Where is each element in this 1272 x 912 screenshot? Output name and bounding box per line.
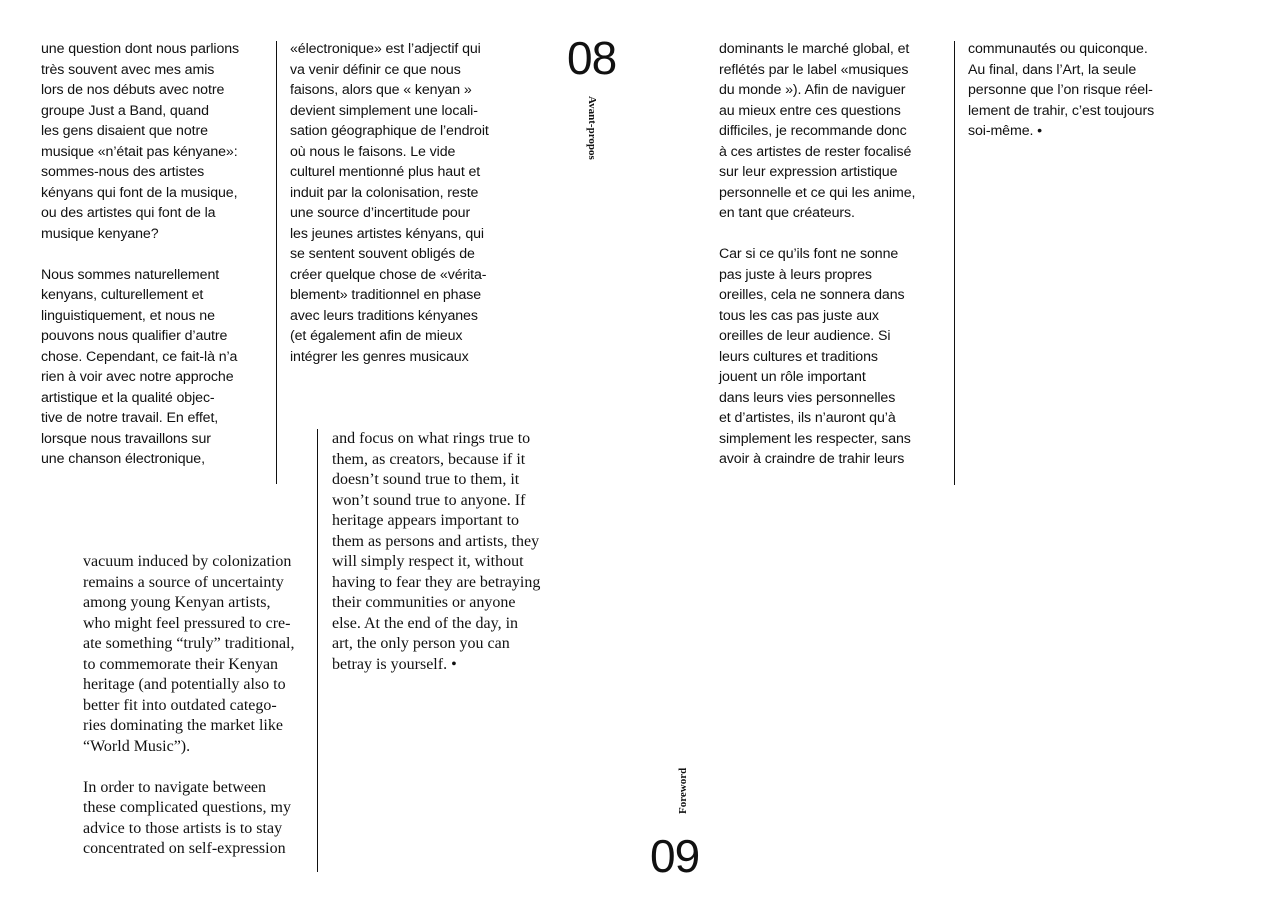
text-line: induit par la colonisation, reste <box>290 184 479 201</box>
text-line: tive de notre travail. En effet, <box>41 410 219 426</box>
text-line: their communities or anyone <box>332 594 516 611</box>
text-line: créer quelque chose de «vérita- <box>290 266 487 283</box>
text-line: art, the only person you can <box>332 635 510 652</box>
text-line: tous les cas pas juste aux <box>719 307 879 324</box>
text-line: will simply respect it, without <box>332 553 524 570</box>
text-line: heritage appears important to <box>332 512 520 529</box>
text-line: them, as creators, because if it <box>332 450 526 468</box>
text-line: une source d’incertitude pour <box>290 205 471 221</box>
en-column-divider <box>317 429 318 872</box>
text-line: faisons, alors que « kenyan » <box>290 82 472 98</box>
text-line: ou des artistes qui font de la <box>41 205 216 221</box>
text-line: avec leurs traditions kényanes <box>290 307 478 324</box>
text-line: en tant que créateurs. <box>719 205 855 221</box>
paragraph <box>719 244 947 470</box>
text-line: du monde »). Afin de naviguer <box>719 82 906 98</box>
text-line: chose. Cependant, ce fait-là n’a <box>41 348 238 365</box>
text-line: Nous sommes naturellement <box>41 266 220 283</box>
fr-column-divider-2 <box>954 41 955 485</box>
fr-column-3 <box>719 39 947 470</box>
text-line: personnelle et ce qui les anime, <box>719 184 916 201</box>
text-line: having to fear they are betraying <box>332 573 541 591</box>
paragraph <box>41 265 269 470</box>
text-line: jouent un rôle important <box>719 369 866 385</box>
text-line: à ces artistes de rester focalisé <box>719 143 912 160</box>
paragraph <box>719 39 947 224</box>
text-line: reflétés par le label «musiques <box>719 61 909 78</box>
text-line: oreilles, cela ne sonnera dans <box>719 287 905 303</box>
paragraph <box>968 39 1196 142</box>
text-line: betray is yourself. • <box>332 655 457 673</box>
text-line: better fit into outdated catego- <box>83 696 277 714</box>
section-label-avant-propos: Avant-propos <box>586 96 598 160</box>
text-line: heritage (and potentially also to <box>83 676 286 693</box>
text-line: concentrated on self-expression <box>83 840 286 857</box>
text-line: kényans qui font de la musique, <box>41 184 238 201</box>
text-line: else. At the end of the day, in <box>332 614 519 632</box>
text-line: culturel mentionné plus haut et <box>290 164 481 180</box>
text-line: et d’artistes, ils n’auront qu’à <box>719 410 896 426</box>
paragraph <box>41 39 269 244</box>
text-line: who might feel pressured to cre- <box>83 614 291 632</box>
text-line: communautés ou quiconque. <box>968 41 1148 57</box>
text-line: oreilles de leur audience. Si <box>719 328 891 344</box>
paragraph <box>83 778 311 860</box>
text-line: se sentent souvent obligés de <box>290 246 475 262</box>
text-line: won’t sound true to anyone. If <box>332 491 526 509</box>
text-line: va venir définir ce que nous <box>290 61 461 78</box>
text-line: soi-même. • <box>968 123 1043 139</box>
text-line: rien à voir avec notre approche <box>41 369 234 385</box>
text-line: lement de trahir, c’est toujours <box>968 102 1155 119</box>
text-line: to commemorate their Kenyan <box>83 655 279 673</box>
text-line: personne que l’on risque réel- <box>968 82 1153 98</box>
page-number-08: 08 <box>567 32 617 84</box>
text-line: les gens disaient que notre <box>41 123 208 139</box>
paragraph <box>290 39 518 367</box>
page-number-09: 09 <box>650 830 700 882</box>
text-line: Car si ce qu’ils font ne sonne <box>719 246 899 262</box>
text-line: les jeunes artistes kényans, qui <box>290 225 484 242</box>
fr-column-1 <box>41 39 269 470</box>
text-line: (et également afin de mieux <box>290 328 463 344</box>
text-line: difficiles, je recommande donc <box>719 123 907 139</box>
text-line: sation géographique de l’endroit <box>290 123 489 139</box>
text-line: une chanson électronique, <box>41 451 205 467</box>
text-line: remains a source of uncertainty <box>83 573 284 591</box>
text-line: blement» traditionnel en phase <box>290 287 482 303</box>
text-line: au mieux entre ces questions <box>719 102 901 119</box>
text-line: très souvent avec mes amis <box>41 61 215 78</box>
text-line: In order to navigate between <box>83 778 267 796</box>
text-line: leurs cultures et traditions <box>719 348 878 365</box>
text-line: où nous le faisons. Le vide <box>290 143 456 160</box>
text-line: dominants le marché global, et <box>719 41 910 57</box>
text-line: doesn’t sound true to them, it <box>332 471 520 488</box>
text-line: lors de nos débuts avec notre <box>41 82 225 98</box>
text-line: simplement les respecter, sans <box>719 430 911 447</box>
text-line: une question dont nous parlions <box>41 41 240 57</box>
text-line: advice to those artists is to stay <box>83 819 283 837</box>
text-line: ries dominating the market like <box>83 717 283 734</box>
text-line: musique kenyane? <box>41 225 159 242</box>
text-line: devient simplement une locali- <box>290 102 478 119</box>
section-label-foreword: Foreword <box>677 767 689 814</box>
fr-column-2 <box>290 39 518 367</box>
en-column-1 <box>83 552 311 860</box>
text-line: these complicated questions, my <box>83 799 291 816</box>
text-line: intégrer les genres musicaux <box>290 348 469 365</box>
text-line: artistique et la qualité objec- <box>41 389 215 406</box>
fr-column-divider-1 <box>276 41 277 484</box>
text-line: them as persons and artists, they <box>332 532 540 550</box>
text-line: musique «n’était pas kényane»: <box>41 143 238 160</box>
text-line: among young Kenyan artists, <box>83 594 271 611</box>
text-line: sur leur expression artistique <box>719 164 898 180</box>
text-line: pas juste à leurs propres <box>719 266 872 283</box>
text-line: vacuum induced by colonization <box>83 553 292 570</box>
text-line: linguistiquement, et nous ne <box>41 307 215 324</box>
text-line: pouvons nous qualifier d’autre <box>41 328 228 344</box>
en-column-2 <box>332 429 560 675</box>
text-line: and focus on what rings true to <box>332 430 531 447</box>
text-line: sommes-nous des artistes <box>41 164 205 180</box>
text-line: kenyans, culturellement et <box>41 287 204 303</box>
text-line: dans leurs vies personnelles <box>719 389 896 406</box>
text-line: «électronique» est l’adjectif qui <box>290 41 481 57</box>
text-line: lorsque nous travaillons sur <box>41 430 211 447</box>
text-line: “World Music”). <box>83 737 191 755</box>
fr-column-4 <box>968 39 1196 142</box>
text-line: groupe Just a Band, quand <box>41 102 209 119</box>
paragraph <box>332 429 560 675</box>
text-line: ate something “truly” traditional, <box>83 635 295 652</box>
text-line: avoir à craindre de trahir leurs <box>719 451 905 467</box>
paragraph <box>83 552 311 757</box>
text-line: Au final, dans l’Art, la seule <box>968 61 1137 78</box>
